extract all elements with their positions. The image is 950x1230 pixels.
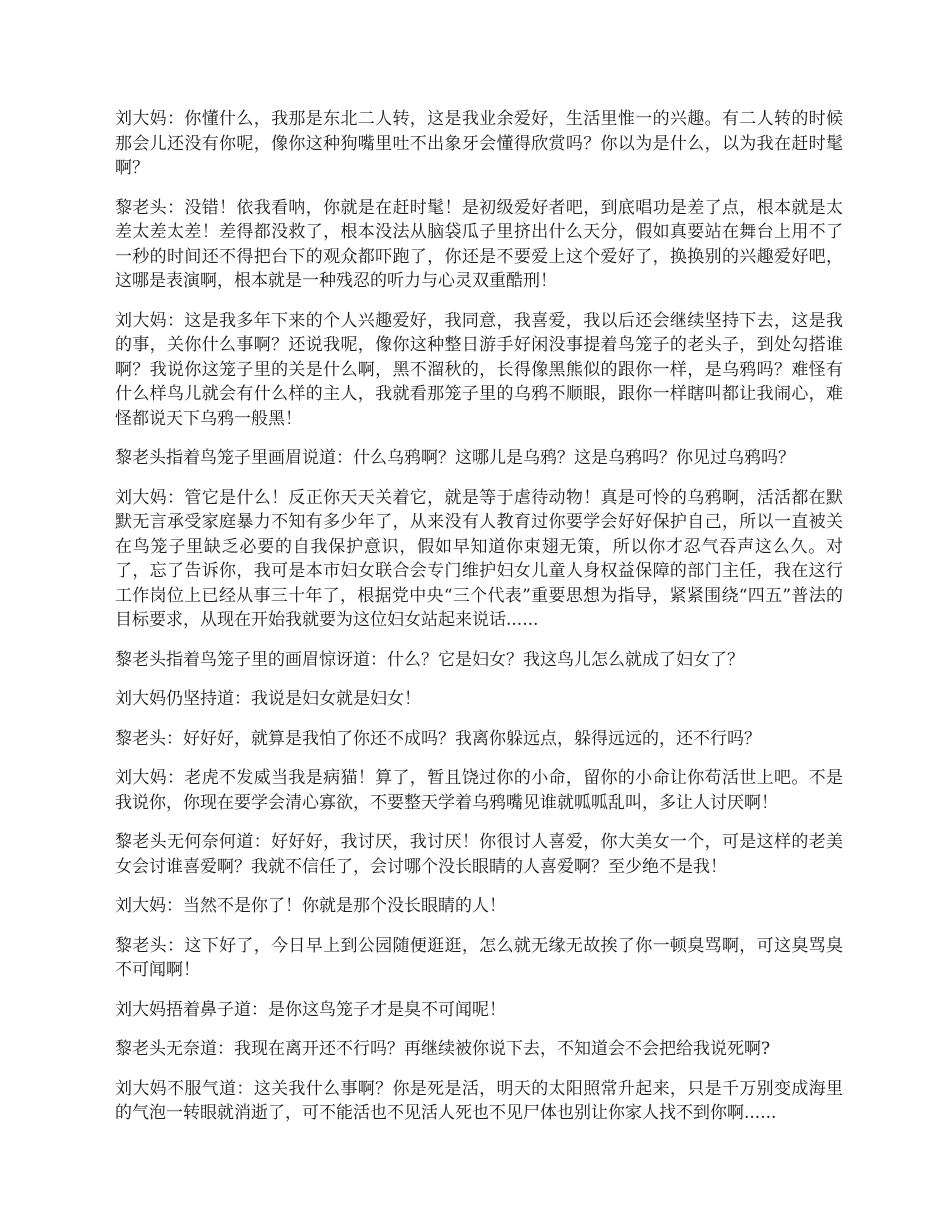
- dialogue-paragraph: 刘大妈：这是我多年下来的个人兴趣爱好，我同意，我喜爱，我以后还会继续坚持下去，这是我的事，关你什么事啊？还说我呢，像你这种整日游手好闲没事提着鸟笼子的老头子，到处勾搭谁啊？我说你这笼子里的关是什么啊，黑不溜秋的，长得像黑熊似的跟你一样，是乌鸦吗？难怪有什么样鸟儿就会有什么样的主人，我就看那笼子里的乌鸦不顺眼，跟你一样瞎叫都让我闹心，难怪都说天下乌鸦一般黑！: [115, 310, 843, 429]
- dialogue-paragraph: 刘大妈仍坚持道：我说是妇女就是妇女！: [115, 689, 421, 709]
- dialogue-paragraph: 刘大妈：老虎不发威当我是病猫！算了，暂且饶过你的小命，留你的小命让你苟活世上吧。不是我说你，你现在要学会清心寡欲，不要整天学着乌鸦嘴见谁就呱呱乱叫，多让人讨厌啊！: [115, 768, 843, 813]
- dialogue-paragraph: 黎老头：没错！依我看呐，你就是在赶时髦！是初级爱好者吧，到底唱功是差了点，根本就是太差太差太差！差得都没救了，根本没法从脑袋瓜子里挤出什么天分，假如真要站在舞台上用不了一秒的时间还不得把台下的观众都吓跑了，你还是不要爱上这个爱好了，换换别的兴趣爱好吧，这哪是表演啊，根本就是一种残忍的听力与心灵双重酷刑！: [115, 197, 843, 291]
- dialogue-paragraph: 刘大妈：管它是什么！反正你天天关着它，就是等于虐待动物！真是可怜的乌鸦啊，活活都在默默无言承受家庭暴力不知有多少年了，从来没有人教育过你要学会好好保护自己，所以一直被关在鸟笼子里缺乏必要的自我保护意识，假如早知道你束翅无策，所以你才忍气吞声这么久。对了，忘了告诉你，我可是本市妇女联合会专门维护妇女儿童人身权益保障的部门主任，我在这行工作岗位上已经从事三十年了，根据党中央“三个代表”重要思想为指导，紧紧围绕“四五”普法的目标要求，从现在开始我就要为这位妇女站起来说话......: [115, 487, 843, 630]
- dialogue-paragraph: 刘大妈：你懂什么，我那是东北二人转，这是我业余爱好，生活里惟一的兴趣。有二人转的时候那会儿还没有你呢，像你这种狗嘴里吐不出象牙会懂得欣赏吗？你以为是什么，以为我在赶时髦啊？: [115, 109, 843, 178]
- dialogue-paragraph: 刘大妈：当然不是你了！你就是那个没长眼睛的人！: [115, 896, 506, 916]
- dialogue-paragraph: 黎老头：这下好了，今日早上到公园随便逛逛，怎么就无缘无故挨了你一顿臭骂啊，可这臭骂臭不可闻啊！: [115, 935, 843, 980]
- dialogue-paragraph: 黎老头指着鸟笼子里的画眉惊讶道：什么？它是妇女？我这鸟儿怎么就成了妇女了？: [115, 649, 744, 670]
- document-page: [115, 107, 843, 1141]
- dialogue-paragraph: 黎老头指着鸟笼子里画眉说道：什么乌鸦啊？这哪儿是乌鸦？这是乌鸦吗？你见过乌鸦吗？: [115, 448, 795, 468]
- dialogue-paragraph: 刘大妈捂着鼻子道：是你这鸟笼子才是臭不可闻呢！: [115, 999, 506, 1020]
- dialogue-paragraph: 黎老头无奈道：我现在离开还不行吗？再继续被你说下去，不知道会不会把给我说死啊?: [115, 1039, 771, 1059]
- dialogue-paragraph: 黎老头无何奈何道：好好好，我讨厌，我讨厌！你很讨人喜爱，你大美女一个，可是这样的老美女会讨谁喜爱啊？我就不信任了，会讨哪个没长眼睛的人喜爱啊？至少绝不是我！: [115, 832, 843, 877]
- dialogue-paragraph: 黎老头：好好好，就算是我怕了你还不成吗？我离你躲远点，躲得远远的，还不行吗？: [115, 728, 761, 749]
- dialogue-paragraph: 刘大妈不服气道：这关我什么事啊？你是死是活，明天的太阳照常升起来，只是千万别变成海里的气泡一转眼就消逝了，可不能活也不见活人死也不见尸体也别让你家人找不到你啊......: [115, 1078, 843, 1123]
